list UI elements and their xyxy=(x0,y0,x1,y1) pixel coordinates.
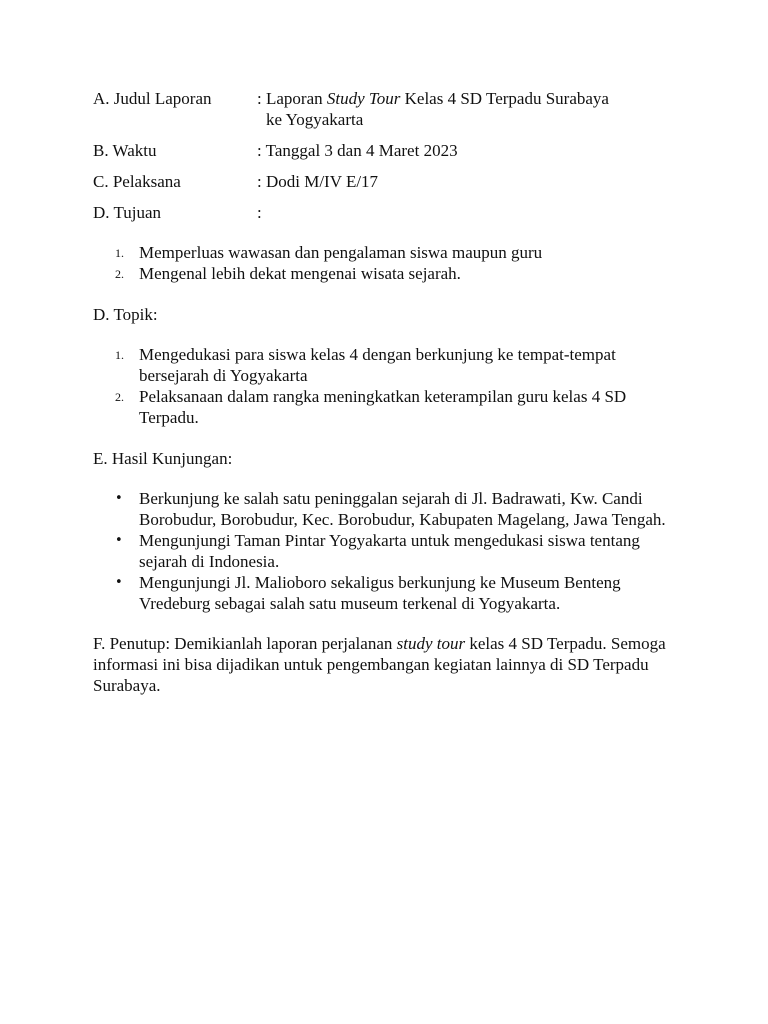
field-pelaksana xyxy=(93,171,673,192)
list-text: Pelaksanaan dalam rangka meningkatkan keterampilan guru kelas 4 SD Terpadu. xyxy=(139,387,627,427)
field-label: D. Tujuan xyxy=(93,203,162,222)
field-label: A. Judul Laporan xyxy=(93,89,212,108)
list-item xyxy=(93,530,673,572)
hasil-list xyxy=(93,488,673,614)
list-number: 2. xyxy=(115,267,124,281)
list-item xyxy=(93,572,673,614)
list-item xyxy=(93,386,673,428)
topik-list xyxy=(93,344,673,428)
list-number: 1. xyxy=(115,246,124,260)
list-text: Mengenal lebih dekat mengenai wisata sejarah. xyxy=(139,264,461,283)
topik-heading: D. Topik: xyxy=(93,305,158,324)
field-value xyxy=(257,88,673,130)
list-item xyxy=(93,263,673,284)
title-italic: Study Tour xyxy=(326,89,401,108)
penutup-prefix: F. Penutup: Demikianlah laporan perjalanan xyxy=(93,634,397,653)
field-value: : xyxy=(257,203,262,222)
list-number: 1. xyxy=(115,348,124,362)
list-text: Mengunjungi Taman Pintar Yogyakarta untuk mengedukasi siswa tentang sejarah di Indonesia. xyxy=(139,531,640,571)
list-item xyxy=(93,344,673,386)
penutup-suffix: kelas 4 SD Terpadu. Semoga informasi ini bisa dijadikan untuk pengembangan kegiatan lainnya di SD Terpadu Surabaya. xyxy=(93,634,666,695)
field-value: : Tanggal 3 dan 4 Maret 2023 xyxy=(257,141,458,160)
bullet-icon: • xyxy=(115,533,123,548)
field-value: : Dodi M/IV E/17 xyxy=(257,172,379,191)
list-text: Mengunjungi Jl. Malioboro sekaligus berkunjung ke Museum Benteng Vredeburg sebagai salah satu museum terkenal di Yogyakarta. xyxy=(139,573,621,613)
bullet-icon: • xyxy=(115,491,123,506)
list-item xyxy=(93,242,673,263)
field-waktu xyxy=(93,140,673,161)
field-label: B. Waktu xyxy=(93,141,157,160)
bullet-icon: • xyxy=(115,575,123,590)
title-prefix: : Laporan xyxy=(257,89,327,108)
list-text: Berkunjung ke salah satu peninggalan sejarah di Jl. Badrawati, Kw. Candi Borobudur, Borobudur, Kec. Borobudur, Kabupaten Magelang, Jawa Tengah. xyxy=(139,489,666,529)
tujuan-list xyxy=(93,242,673,284)
list-number: 2. xyxy=(115,390,124,404)
penutup-italic: study tour xyxy=(396,634,466,653)
penutup-paragraph xyxy=(93,633,673,696)
report-body xyxy=(93,88,673,696)
list-item xyxy=(93,488,673,530)
field-label: C. Pelaksana xyxy=(93,172,181,191)
list-text: Memperluas wawasan dan pengalaman siswa maupun guru xyxy=(139,243,543,262)
list-text: Mengedukasi para siswa kelas 4 dengan berkunjung ke tempat-tempat bersejarah di Yogyakarta xyxy=(139,345,616,385)
title-suffix: Kelas 4 SD Terpadu Surabaya xyxy=(400,89,609,108)
field-tujuan xyxy=(93,202,673,223)
field-judul-laporan xyxy=(93,88,673,130)
title-continuation: ke Yogyakarta xyxy=(266,110,364,129)
hasil-heading: E. Hasil Kunjungan: xyxy=(93,449,233,468)
